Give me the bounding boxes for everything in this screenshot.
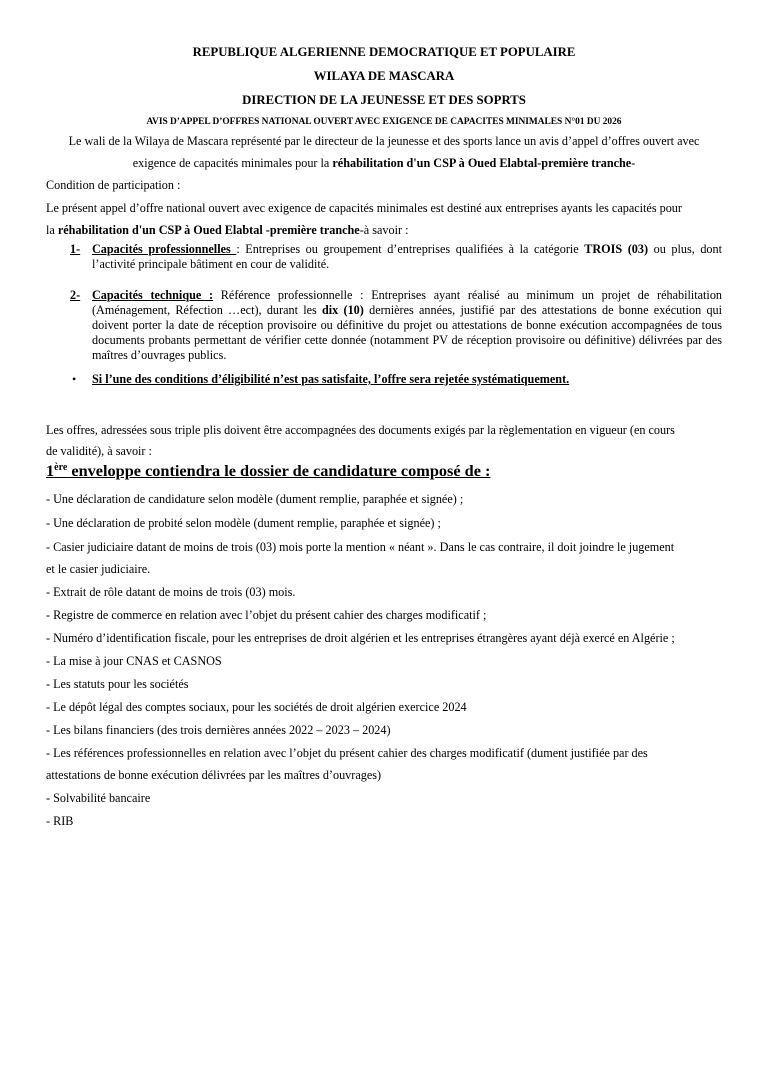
intro-text: exigence de capacités minimales pour la (132, 156, 333, 170)
capacite-duration: dix (10) (322, 303, 364, 317)
eligibility-warning: Si l’une des conditions d’éligibilité n’est pas satisfaite, l’offre sera rejetée systématiquement. (92, 372, 570, 386)
offres-line-1: Les offres, adressées sous triple plis doivent être accompagnées des documents exigés par la règlementation en vigueur (en cours (46, 423, 675, 437)
capacite-number: 1- (70, 242, 81, 256)
document-item: - Extrait de rôle datant de moins de trois (03) mois. (46, 585, 296, 599)
document-item: attestations de bonne exécution délivrées par les maîtres d’ouvrages) (46, 768, 382, 782)
document-item: - Une déclaration de candidature selon modèle (dument remplie, paraphée et signée) ; (46, 492, 464, 506)
capacite-title: Capacités professionnelles (92, 242, 237, 256)
participation-line-2 (46, 223, 408, 238)
intro-line-1: Le wali de la Wilaya de Mascara représenté par le directeur de la jeunesse et des sports lance un avis d’appel d’offres ouvert avec (68, 134, 700, 148)
capacite-number: 2- (70, 288, 81, 302)
capacite-title: Capacités technique : (92, 288, 214, 302)
document-item: - Solvabilité bancaire (46, 791, 151, 805)
capacite-technique (92, 288, 722, 363)
enveloppe-number: 1 (46, 461, 55, 480)
document-item: - RIB (46, 814, 74, 828)
document-item: - Une déclaration de probité selon modèle (dument remplie, paraphée et signée) ; (46, 516, 441, 530)
header-republique: REPUBLIQUE ALGERIENNE DEMOCRATIQUE ET POPULAIRE (192, 45, 576, 59)
participation-project-name: réhabilitation d'un CSP à Oued Elabtal -première tranche (57, 223, 360, 237)
document-item: - Numéro d’identification fiscale, pour les entreprises de droit algérien et les entreprises étrangères ayant déjà exercé en Algérie ; (46, 631, 675, 645)
enveloppe-heading (46, 461, 490, 481)
intro-project-name: réhabilitation d'un CSP à Oued Elabtal-première tranche (332, 156, 632, 170)
capacite-text: : Entreprises ou groupement d’entreprises qualifiées à la catégorie (236, 242, 585, 256)
document-item: - Les références professionnelles en relation avec l’objet du présent cahier des charges modificatif (dument justifiée par des (46, 746, 648, 760)
capacite-text: Référence professionnelle : Entreprises ayant réalisé au minimum un projet de réhabilitation (Aménagement, Réfection …ect), durant les (92, 288, 723, 317)
document-item: - Les bilans financiers (des trois dernières années 2022 – 2023 – 2024) (46, 723, 391, 737)
enveloppe-text: enveloppe contiendra le dossier de candidature composé de : (67, 461, 491, 480)
intro-line-2 (0, 156, 768, 171)
document-item: - La mise à jour CNAS et CASNOS (46, 654, 222, 668)
document-item: et le casier judiciaire. (46, 562, 151, 576)
capacite-category: TROIS (03) (584, 242, 649, 256)
capacite-professionnelle (92, 242, 722, 272)
participation-line-1: Le présent appel d’offre national ouvert avec exigence de capacités minimales est destiné aux entreprises ayants les capacités pour (46, 201, 682, 215)
header-direction: DIRECTION DE LA JEUNESSE ET DES SOPRTS (242, 93, 526, 107)
avis-title: AVIS D’APPEL D’OFFRES NATIONAL OUVERT AVEC EXIGENCE DE CAPACITES MINIMALES N°01 DU 2026 (146, 117, 622, 127)
participation-suffix: -à savoir : (359, 223, 409, 237)
offres-line-2: de validité), à savoir : (46, 444, 152, 458)
document-item: - Registre de commerce en relation avec l’objet du présent cahier des charges modificatif ; (46, 608, 487, 622)
participation-text: la (46, 223, 58, 237)
bullet-icon: • (72, 372, 77, 386)
condition-title: Condition de participation : (46, 178, 181, 192)
header-wilaya: WILAYA DE MASCARA (313, 69, 455, 83)
capacite-text-end: ou plus, dont l’activité principale bâtiment en cour de validité. (92, 242, 722, 271)
capacite-text-end: dernières années, justifié par des attestations de bonne exécution qui doivent porter la date de réception provisoire ou définitive du projet ou attestations de bonne exécution accompagnées de tous documents probants permettant de vérifier cette donnée (notamment PV de réception provisoire ou définitive) délivrées par des maîtres d’ouvrages publics. (92, 303, 723, 362)
document-item: - Le dépôt légal des comptes sociaux, pour les sociétés de droit algérien exercice 2024 (46, 700, 467, 714)
document-item: - Les statuts pour les sociétés (46, 677, 189, 691)
enveloppe-superscript: ère (54, 462, 68, 473)
intro-suffix: - (631, 156, 636, 170)
document-item: - Casier judiciaire datant de moins de trois (03) mois porte la mention « néant ». Dans le cas contraire, il doit joindre le jugement (46, 540, 675, 554)
